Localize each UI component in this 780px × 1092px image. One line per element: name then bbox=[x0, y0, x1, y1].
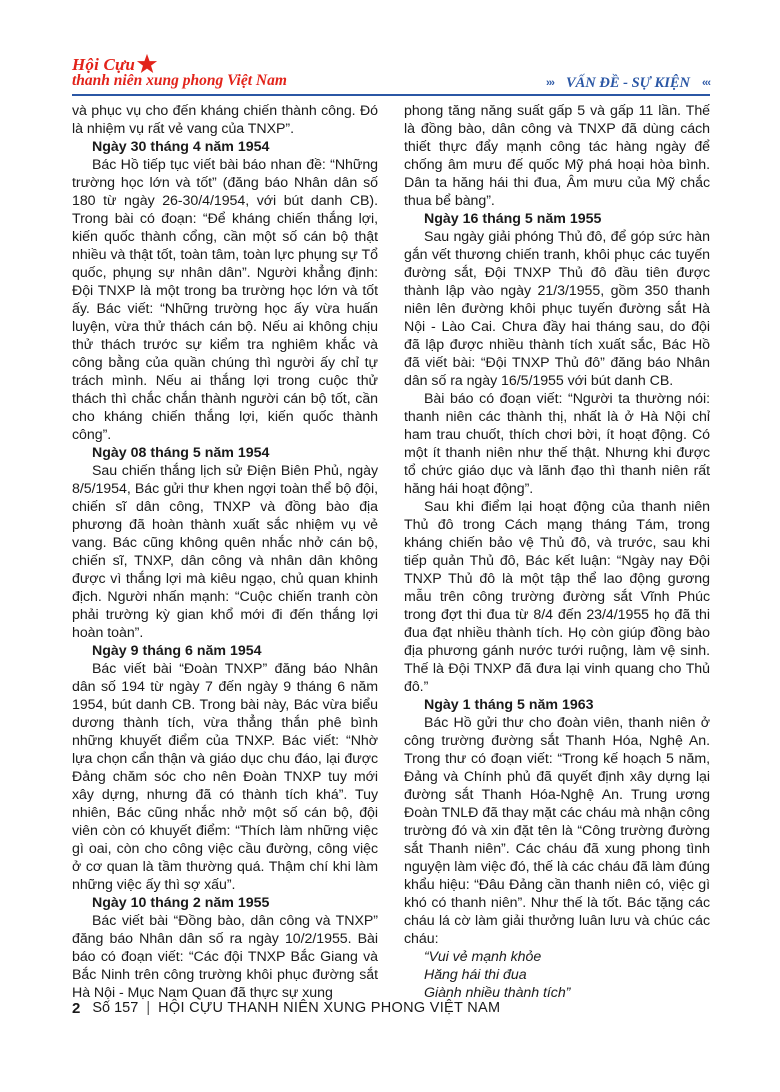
paragraph: Bác viết bài “Đồng bào, dân công và TNXP” đăng báo Nhân dân số ra ngày 10/2/1955. Bài báo có đoạn viết: “Các đội TNXP Bắc Giang và Bắc Ninh trên công trường khôi phục đường sắt Hà Nội - Mục Nam Quan đã thực sự xung bbox=[72, 913, 378, 1001]
paragraph: Sau chiến thắng lịch sử Điện Biên Phủ, ngày 8/5/1954, Bác gửi thư khen ngợi toàn thể bộ đội, chiến sĩ dân công, TNXP và đồng bào địa phương đã hoàn thành xuất sắc nhiệm vụ vẻ vang. Bác cũng không quên nhắc nhở cán bộ, chiến sĩ, TNXP, dân công và nhân dân không được vì thắng lợi mà kiêu ngạo, chủ quan khinh địch. Người nhấn mạnh: “Cuộc chiến tranh còn phải trường kỳ gian khổ mới đi đến thắng lợi hoàn toàn”. bbox=[72, 463, 378, 641]
date-heading: Ngày 10 tháng 2 năm 1955 bbox=[92, 895, 270, 911]
logo-line-1: Hội Cựu bbox=[72, 55, 136, 74]
arrows-left-icon: ‹‹‹ bbox=[702, 77, 710, 89]
poem-line: Giành nhiều thành tích” bbox=[424, 985, 571, 1001]
paragraph: Sau ngày giải phóng Thủ đô, để góp sức hàn gắn vết thương chiến tranh, khôi phục các tuyến đường sắt, Đội TNXP Thủ đô đầu tiên được thành lập vào ngày 21/3/1955, gồm 350 thanh niên lên đường khôi phục tuyến đường sắt Hà Nội - Lào Cai. Chưa đầy hai tháng sau, do đội đã lập được nhiều thành tích xuất sắc, Bác Hồ đã viết bài: “Đội TNXP Thủ đô” đăng báo Nhân dân số ra ngày 16/5/1955 với bút danh CB. bbox=[404, 229, 710, 389]
publication-logo bbox=[72, 56, 372, 92]
paragraph: Bác Hồ tiếp tục viết bài báo nhan đề: “Những trường học lớn và tốt” (đăng báo Nhân dân số 180 từ ngày 26-30/4/1954, với bút danh CB). Trong bài có đoạn: “Để kháng chiến thắng lợi, kiến quốc thành cổng, cần một số cán bộ thật nhiều và thật tốt, toàn tâm, toàn lực phụng sự Tổ quốc, phụng sự nhân dân”. Người khẳng định: Đội TNXP là một trong ba trường học lớn và tốt ấy. Bác viết: “Những trường học ấy vừa huấn luyện, vừa thử thách cán bộ. Nếu ai không chịu thử thách trước sự kiểm tra nghiêm khắc và công bằng của quần chúng thì người ấy chỉ tự trách mình. Nếu ai thắng lợi trong cuộc thử thách thì chắc chắn thành người cán bộ tốt, cần cho kháng chiến thắng lợi, kiến quốc thành công”. bbox=[72, 157, 378, 443]
article-column-right bbox=[404, 102, 710, 1002]
arrows-right-icon: ››› bbox=[545, 77, 554, 89]
paragraph-intro: và phục vụ cho đến kháng chiến thành công. Đó là nhiệm vụ rất vẻ vang của TNXP”. bbox=[72, 103, 378, 137]
paragraph: Bác Hồ gửi thư cho đoàn viên, thanh niên ở công trường đường sắt Thanh Hóa, Nghệ An. Trong thư có đoạn viết: “Trong kế hoạch 5 năm, Đảng và Chính phủ đã quyết định xây dựng lại đường sắt Thanh Hóa-Nghệ An. Trung ương Đoàn TNLĐ đã thay mặt các cháu mà nhận công trường đó và xin đặt tên là “Công trường đường sắt Thanh niên”. Các cháu đã xung phong tình nguyện làm việc đó, thế là các cháu đã làm đúng khẩu hiệu: “Đâu Đảng cần thanh niên có, việc gì khó có thanh niên”. Như thế là tốt. Bác tặng các cháu lá cờ làm giải thưởng luân lưu và chúc các cháu: bbox=[404, 715, 710, 947]
footer-separator: | bbox=[146, 1000, 151, 1016]
logo-line-2: thanh niên xung phong Việt Nam bbox=[72, 72, 287, 89]
date-heading: Ngày 08 tháng 5 năm 1954 bbox=[92, 445, 270, 461]
issue-number: Số 157 bbox=[92, 1000, 139, 1016]
date-heading: Ngày 1 tháng 5 năm 1963 bbox=[424, 697, 594, 713]
section-title: VẤN ĐỀ - SỰ KIỆN bbox=[565, 75, 690, 91]
poem-line: “Vui vẻ mạnh khỏe bbox=[424, 949, 542, 965]
publication-name: HỘI CỰU THANH NIÊN XUNG PHONG VIỆT NAM bbox=[158, 1000, 501, 1016]
paragraph-continued: phong tăng năng suất gấp 5 và gấp 11 lần. Thế là đồng bào, dân công và TNXP đã dùng cách thiết thực đẩy mạnh công tác hàng ngày để chống âm mưu đế quốc Mỹ phá hoại hòa bình. Dân ta hăng hái thi đua, Âm mưu của Mỹ chắc thua bể bàng”. bbox=[404, 103, 710, 209]
date-heading: Ngày 9 tháng 6 năm 1954 bbox=[92, 643, 262, 659]
poem-line: Hăng hái thi đua bbox=[424, 967, 527, 983]
paragraph: Bác viết bài “Đoàn TNXP” đăng báo Nhân dân số 194 từ ngày 7 đến ngày 9 tháng 6 năm 1954, bút danh CB. Trong bài này, Bác vừa biểu dương thành tích, vừa thẳng thắn phê bình những khuyết điểm của TNXP. Bác viết: “Nhờ lựa chọn cẩn thận và giáo dục chu đáo, lại được Đảng chăm sóc cho nên Đoàn TNXP tuy mới xây dựng, nhưng đã có thành tích khá”. Tuy nhiên, Bác cũng nhắc nhở một số cán bộ, đội viên còn có khuyết điểm: “Thích làm những việc gì oai, còn cho công việc cầu đường, công việc ở cơ quan là tầm thường quá. Thậm chí khi làm những việc ấy thì sợ xấu”. bbox=[72, 661, 378, 893]
date-heading: Ngày 30 tháng 4 năm 1954 bbox=[92, 139, 270, 155]
paragraph: Bài báo có đoạn viết: “Người ta thường nói: thanh niên các thành thị, nhất là ở Hà Nội chỉ ham trau chuốt, thích chơi bời, ít hoạt động. Có một ít thanh niên như thế thật. Nhưng khi được tổ chức giáo dục và lãnh đạo thì thanh niên rất hăng hái hoạt động”. bbox=[404, 391, 710, 497]
section-label-group bbox=[546, 74, 710, 92]
header-divider bbox=[72, 94, 710, 96]
paragraph: Sau khi điểm lại hoạt động của thanh niên Thủ đô trong Cách mạng tháng Tám, trong kháng chiến bảo vệ Thủ đô, và trước, sau khi tiếp quản Thủ đô, Bác kết luận: “Ngày nay Đội TNXP Thủ đô là một tập thể lao động gương mẫu trên công trường đường sắt Vĩnh Phúc trong đợt thi đua từ 8/4 đến 23/4/1955 họ đã thi đua đạt nhiều thành tích. Họ còn giúp đồng bào địa phương gánh nước tưới ruộng, làm vệ sinh. Thế là Đội TNXP đã đưa lại vinh quang cho Thủ đô.” bbox=[404, 499, 710, 695]
page-footer bbox=[72, 998, 500, 1018]
article-column-left bbox=[72, 102, 378, 1002]
page-number: 2 bbox=[72, 999, 81, 1017]
page-header bbox=[72, 56, 710, 92]
date-heading: Ngày 16 tháng 5 năm 1955 bbox=[424, 211, 602, 227]
